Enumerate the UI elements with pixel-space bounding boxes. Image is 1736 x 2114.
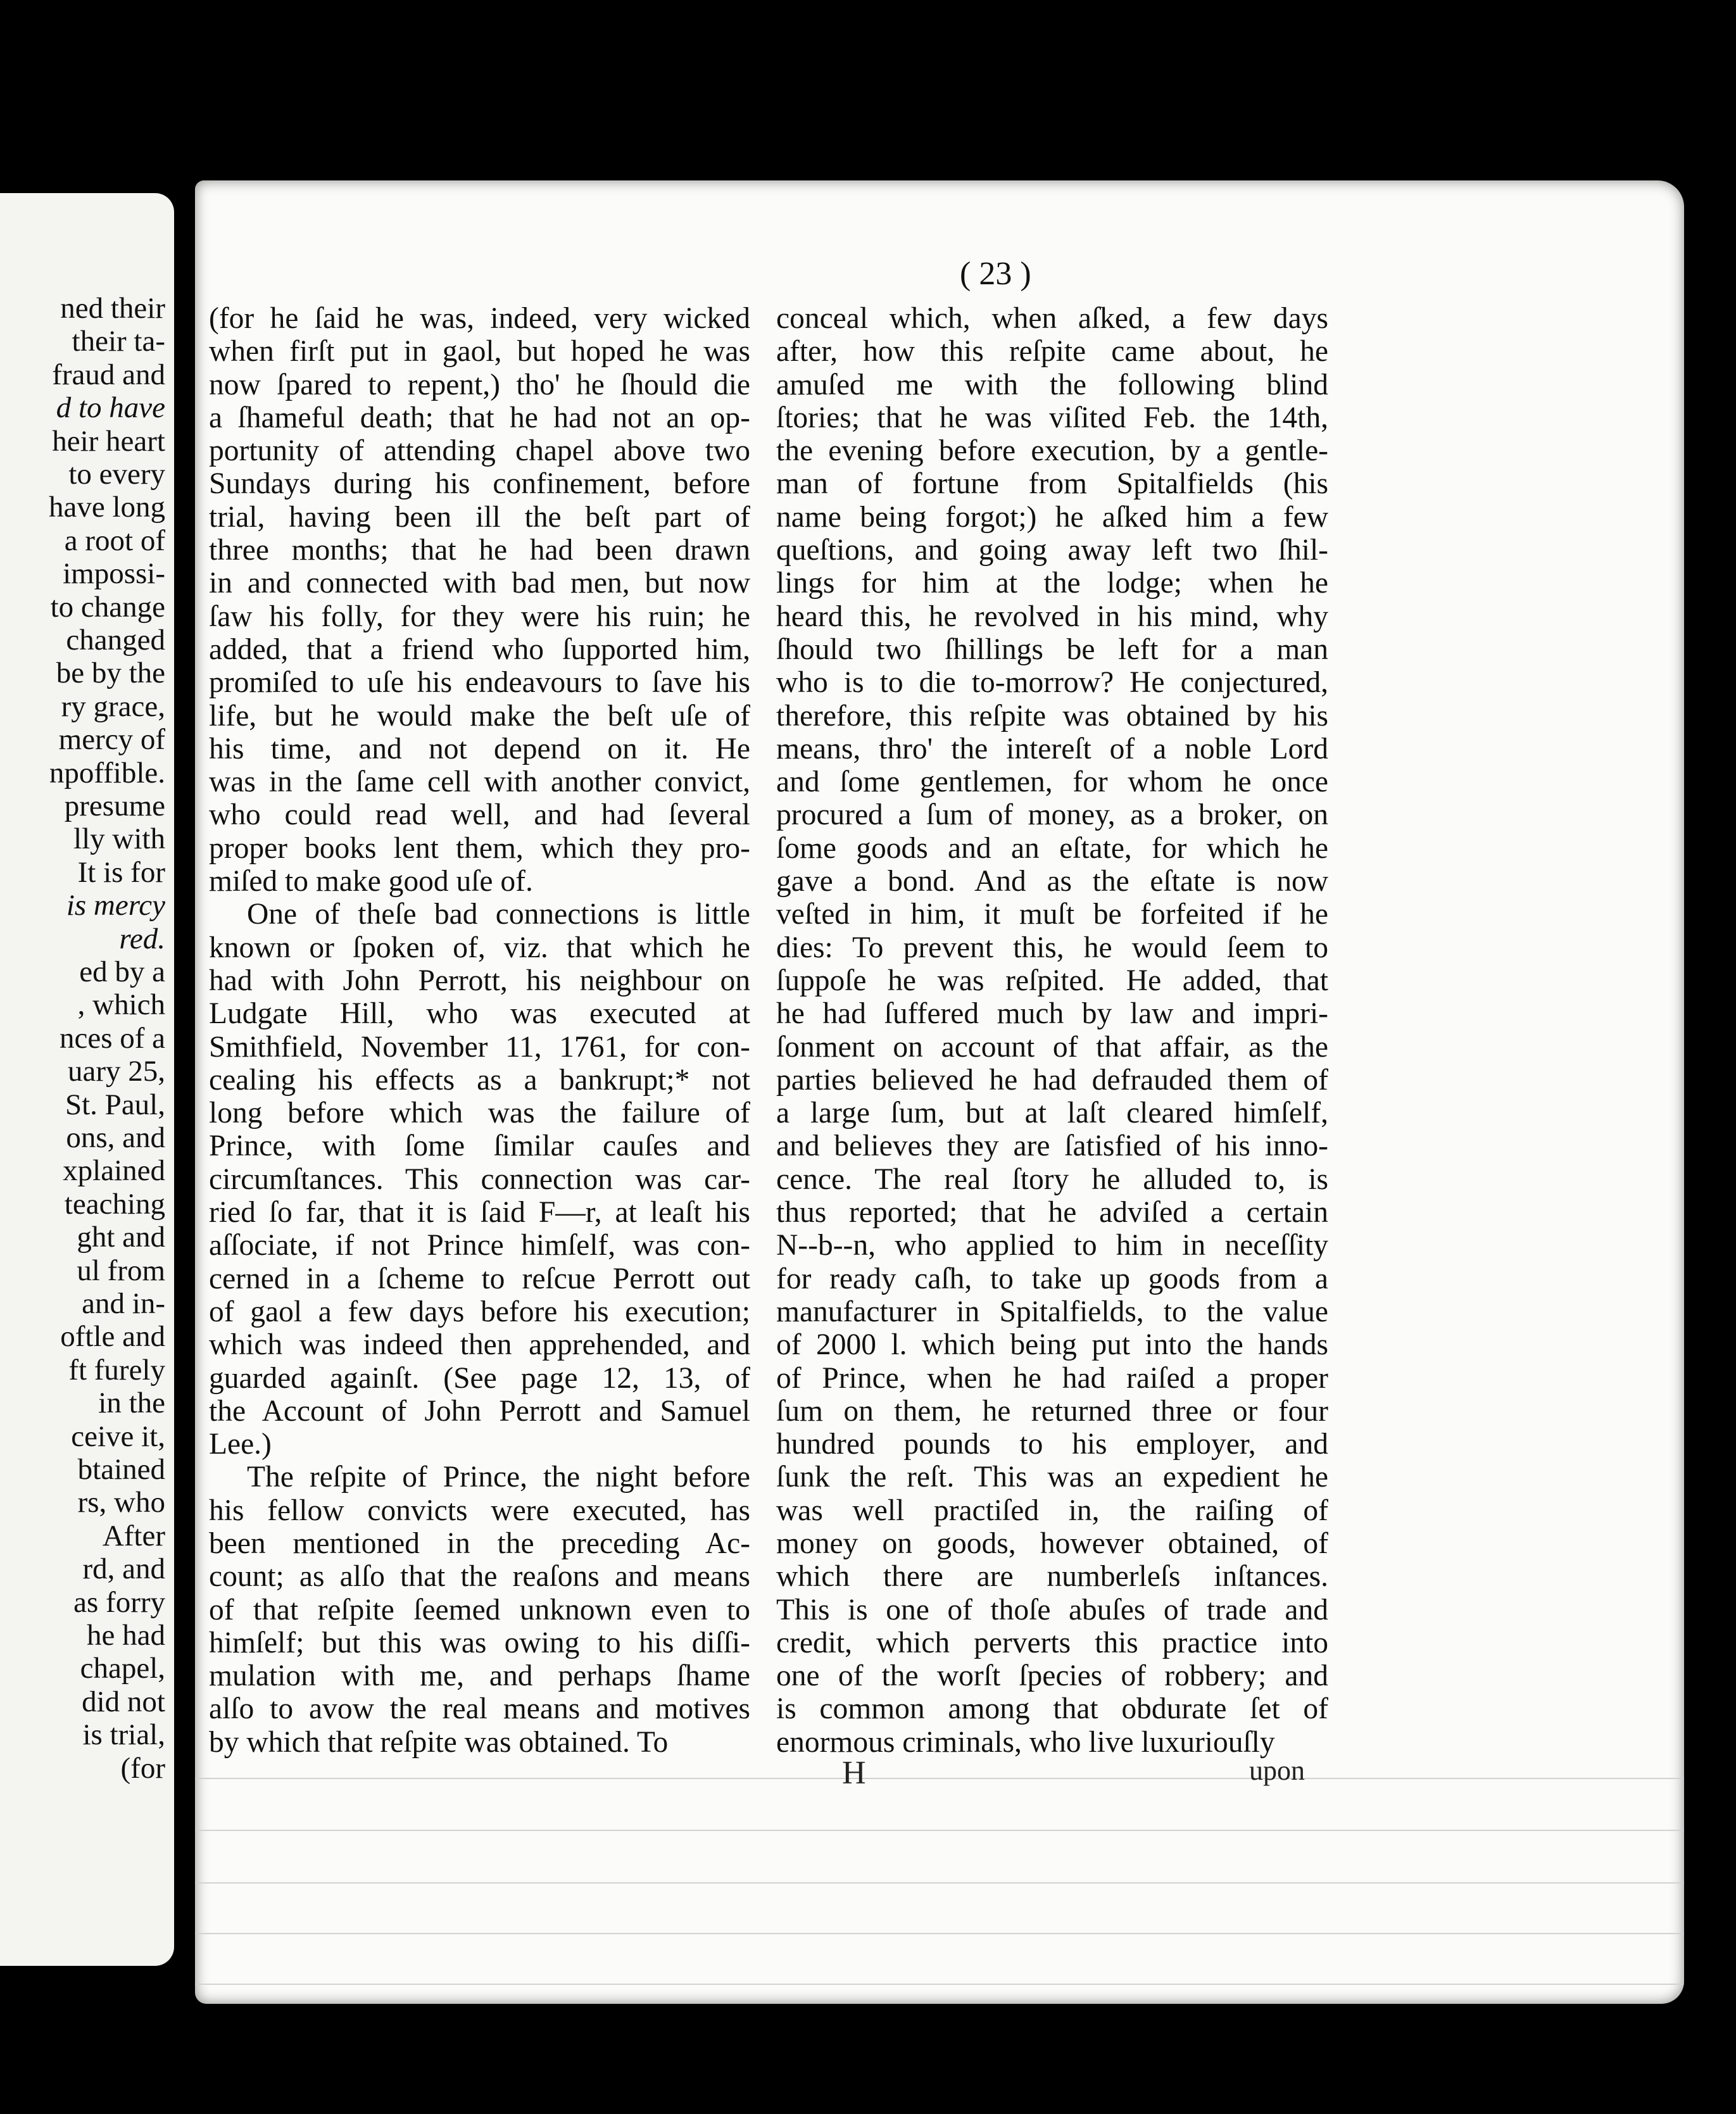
text-line: had with John Perrott, his neighbour on [209,964,750,997]
paper-rule-line [195,1984,1684,1985]
text-line: man of fortune from Spitalfields (his [776,467,1328,501]
text-line: veſted in him, it muſt be forfeited if he [776,898,1328,931]
fragment-line: btained [77,1453,165,1486]
text-line: the Account of John Perrott and Samuel [209,1394,750,1428]
text-line: ſaw his folly, for they were his ruin; he [209,600,750,633]
text-line: of 2000 l. which being put into the hands [776,1328,1328,1362]
text-column-right [776,302,1328,1759]
text-line: ſome goods and an eſtate, for which he [776,831,1328,865]
fragment-line: xplained [63,1154,165,1188]
text-line: three months; that he had been drawn [209,534,750,567]
fragment-line: impossi- [63,557,165,591]
text-line: cence. The real ſtory he alluded to, is [776,1162,1328,1196]
fragment-line: (for [120,1751,165,1785]
text-line: who could read well, and had ſeveral [209,798,750,832]
fragment-line: ul from [77,1254,165,1287]
text-line: queſtions, and going away left two ſhil- [776,534,1328,567]
fragment-line: chapel, [80,1652,165,1685]
signature-mark: H [842,1755,866,1791]
text-line: miſed to make good uſe of. [209,865,533,898]
text-line: Lee.) [209,1428,272,1461]
text-line: One of theſe bad connections is little [247,898,750,931]
text-line: a ſhameful death; that he had not an op- [209,401,750,434]
text-line: portunity of attending chapel above two [209,434,750,468]
fragment-line: in the [98,1387,165,1420]
text-line: cealing his effects as a bankrupt;* not [209,1063,750,1097]
fragment-line: ry grace, [61,689,165,723]
text-line: Smithfield, November 11, 1761, for con- [209,1030,750,1064]
text-line: conceal which, when aſked, a few days [776,302,1328,335]
text-line: enormous criminals, who live luxuriouſly [776,1725,1275,1759]
fragment-line: ft furely [68,1353,165,1387]
text-line: now ſpared to repent,) tho' he ſhould die [209,368,750,401]
text-line: N--b--n, who applied to him in neceſſity [776,1229,1328,1262]
text-line: heard this, he revolved in his mind, why [776,600,1328,633]
text-line: lings for him at the lodge; when he [776,567,1328,600]
text-line: which there are numberleſs inſtances. [776,1560,1328,1594]
text-line: ried ſo far, that it is ſaid F—r, at leaſt his [209,1196,750,1230]
fragment-line: as forry [73,1585,165,1619]
text-line: when firſt put in gaol, but hoped he was [209,335,750,368]
text-line: life, but he would make the beſt uſe of [209,699,750,733]
fragment-line: to change [50,590,165,624]
text-line: ſunk the reſt. This was an expedient he [776,1461,1328,1494]
text-line: the evening before execution, by a gentle- [776,434,1328,468]
fragment-line: their ta- [72,325,165,358]
fragment-line: rs, who [77,1486,165,1519]
text-line: his time, and not depend on it. He [209,732,750,765]
text-line: Prince, with ſome ſimilar cauſes and [209,1129,750,1163]
fragment-line: It is for [77,855,165,889]
text-line: hundred pounds to his employer, and [776,1428,1328,1461]
fragment-line: heir heart [52,424,165,458]
text-line: cerned in a ſcheme to reſcue Perrott out [209,1262,750,1295]
fragment-line: npoffible. [49,756,165,790]
fragment-line: changed [66,624,165,657]
text-line: This is one of thoſe abuſes of trade and [776,1593,1328,1626]
text-line: known or ſpoken of, viz. that which he [209,931,750,964]
text-line: ſonment on account of that affair, as the [776,1030,1328,1064]
text-line: and believes they are ſatisfied of his inno- [776,1129,1328,1163]
fragment-line: a root of [64,524,165,557]
fragment-line: lly with [73,822,165,856]
text-line: dies: To prevent this, he would ſeem to [776,931,1328,964]
text-line: procured a ſum of money, as a broker, on [776,798,1328,832]
text-line: alſo to avow the real means and motives [209,1692,750,1726]
fragment-line: oftle and [60,1320,165,1354]
text-line: promiſed to uſe his endeavours to ſave his [209,666,750,700]
book-page [195,180,1684,2004]
fragment-line: , which [77,988,165,1022]
text-line: (for he ſaid he was, indeed, very wicked [209,302,750,335]
text-line: who is to die to-morrow? He conjectured, [776,666,1328,700]
page-number: ( 23 ) [960,256,1031,292]
text-line: for ready caſh, to take up goods from a [776,1262,1328,1295]
text-line: in and connected with bad men, but now [209,567,750,600]
fragment-line: ceive it, [71,1419,165,1453]
paper-rule-line [195,1933,1684,1934]
text-line: ſum on them, he returned three or four [776,1394,1328,1428]
text-line: thus reported; that he adviſed a certain [776,1196,1328,1230]
text-line: of Prince, when he had raiſed a proper [776,1361,1328,1395]
fragment-line: be by the [56,657,165,690]
text-line: therefore, this reſpite was obtained by his [776,699,1328,733]
text-line: credit, which perverts this practice into [776,1626,1328,1659]
fragment-line: is trial, [82,1718,165,1752]
text-line: money on goods, however obtained, of [776,1526,1328,1560]
text-line: amuſed me with the following blind [776,368,1328,401]
fragment-line: and in- [82,1287,165,1320]
text-line: gave a bond. And as the eſtate is now [776,865,1328,898]
fragment-line: ons, and [66,1121,165,1154]
fragment-line: After [102,1519,165,1552]
fragment-line: presume [64,790,165,822]
text-line: guarded againſt. (See page 12, 13, of [209,1361,750,1395]
fragment-line: have long [48,491,165,524]
text-line: himſelf; but this was owing to his diſſi- [209,1626,750,1659]
paper-rule-line [195,1830,1684,1831]
text-line: he had ſuffered much by law and impri- [776,997,1328,1031]
text-line: and ſome gentlemen, for whom he once [776,765,1328,799]
text-line: after, how this reſpite came about, he [776,335,1328,368]
text-line: aſſociate, if not Prince himſelf, was con- [209,1229,750,1262]
text-line: Ludgate Hill, who was executed at [209,997,750,1031]
text-line: one of the worſt ſpecies of robbery; and [776,1659,1328,1693]
fragment-line: ned their [60,292,165,325]
fragment-line: did not [82,1685,165,1718]
text-line: his fellow convicts were executed, has [209,1494,750,1527]
fragment-line: fraud and [52,358,165,391]
text-line: proper books lent them, which they pro- [209,831,750,865]
text-line: ſuppoſe he was reſpited. He added, that [776,964,1328,997]
fragment-line: d to have [56,391,165,425]
text-line: which was indeed then apprehended, and [209,1328,750,1362]
text-line: was in the ſame cell with another convict, [209,765,750,799]
paper-rule-line [195,1778,1684,1779]
text-line: mulation with me, and perhaps ſhame [209,1659,750,1693]
text-line: long before which was the failure of [209,1097,750,1130]
catchword: upon [1249,1755,1305,1786]
fragment-line: St. Paul, [65,1088,165,1121]
fragment-line: rd, and [82,1552,165,1586]
fragment-line: is mercy [66,889,165,922]
text-column-left [209,302,750,1759]
fragment-line: he had [87,1619,165,1652]
text-line: is common among that obdurate ſet of [776,1692,1328,1726]
facing-page-fragment [0,193,174,1966]
text-line: by which that reſpite was obtained. To [209,1725,669,1759]
fragment-line: red. [119,922,165,955]
text-line: circumſtances. This connection was car- [209,1162,750,1196]
text-line: The reſpite of Prince, the night before [247,1461,750,1494]
fragment-line: mercy of [58,723,165,757]
fragment-line: to every [68,458,165,491]
paper-rule-line [195,1882,1684,1884]
text-line: a large ſum, but at laſt cleared himſelf, [776,1097,1328,1130]
fragment-line: teaching [64,1187,165,1221]
text-line: ſtories; that he was viſited Feb. the 14th, [776,401,1328,434]
text-line: parties believed he had defrauded them of [776,1063,1328,1097]
text-line: count; as alſo that the reaſons and means [209,1560,750,1594]
fragment-line: nces of a [59,1021,165,1055]
text-line: trial, having been ill the beſt part of [209,500,750,534]
text-line: means, thro' the intereſt of a noble Lord [776,732,1328,765]
text-line: of gaol a few days before his execution; [209,1295,750,1328]
text-line: Sundays during his confinement, before [209,467,750,501]
fragment-line: ght and [77,1221,165,1254]
text-line: name being forgot;) he aſked him a few [776,500,1328,534]
text-line: was well practiſed in, the raiſing of [776,1494,1328,1527]
text-line: ſhould two ſhillings be left for a man [776,632,1328,666]
fragment-line: uary 25, [67,1055,165,1088]
text-line: of that reſpite ſeemed unknown even to [209,1593,750,1626]
text-line: manufacturer in Spitalfields, to the value [776,1295,1328,1328]
text-line: added, that a friend who ſupported him, [209,632,750,666]
fragment-line: ed by a [79,955,165,988]
text-line: been mentioned in the preceding Ac- [209,1526,750,1560]
